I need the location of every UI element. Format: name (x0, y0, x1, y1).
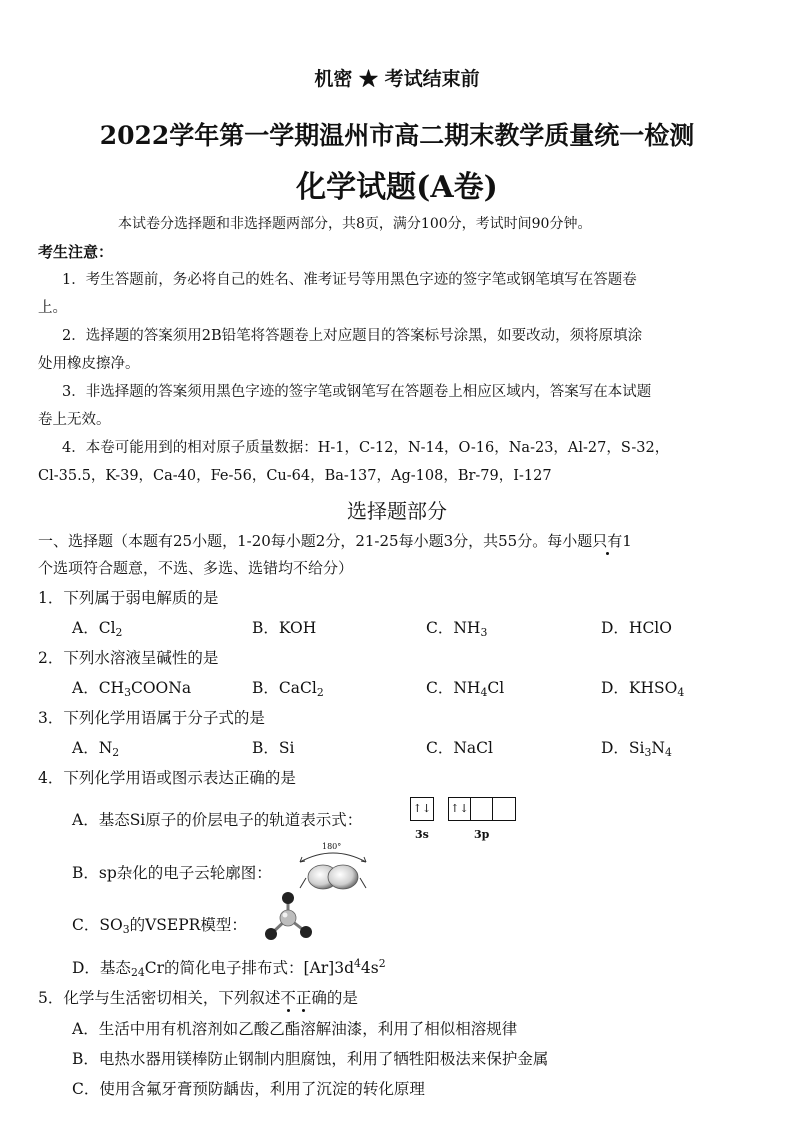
orbital-3p-cell-1: ↑↓ (449, 798, 471, 820)
formula: N (651, 739, 665, 757)
subscript: 4 (664, 746, 672, 759)
subscript: 4 (480, 686, 488, 699)
notice-line: 上。 (38, 300, 67, 316)
q1-option-d: D．HClO (601, 619, 672, 637)
superscript: 4 (354, 957, 361, 970)
orbital-3p-cell-3 (493, 798, 515, 820)
subscript: 3 (124, 686, 131, 699)
question-1-stem: 1．下列属于弱电解质的是 (38, 589, 219, 607)
formula: Cl (98, 619, 116, 637)
question-4-stem: 4．下列化学用语或图示表达正确的是 (38, 769, 296, 787)
emphasis-not: 不 (280, 986, 296, 1008)
q1-option-a (72, 616, 122, 639)
orbital-3s-cell: ↑↓ (412, 802, 432, 815)
q4-option-d (72, 956, 386, 979)
emphasis-correct: 正 (296, 986, 312, 1008)
notice-line: 1．考生答题前，务必将自己的姓名、准考证号等用黑色字迹的签字笔或钢笔填写在答题卷 (62, 272, 637, 288)
formula: Cl (487, 679, 505, 697)
opt-label: A． (72, 619, 99, 637)
exam-title: 2022学年第一学期温州市高二期末教学质量统一检测 (99, 121, 695, 150)
q4-option-c (72, 913, 247, 936)
subscript: 2 (316, 686, 324, 699)
formula: C．SO (72, 916, 123, 934)
q5-option-b: B．电热水器用镁棒防止钢制内胆腐蚀，利用了牺牲阳极法来保护金属 (72, 1050, 549, 1068)
stem-text: 确的是 (311, 989, 358, 1007)
orbital-3s-label: 3s (415, 828, 429, 841)
subscript: 2 (115, 626, 123, 639)
subscript: 2 (112, 746, 120, 759)
question-5-stem (38, 986, 358, 1008)
q2-option-a (72, 676, 191, 699)
emphasis-only: 只有 (592, 532, 623, 550)
exam-subtitle: 化学试题(A卷) (296, 170, 498, 205)
confidential-mark: 机密 ★ 考试结束前 (314, 68, 480, 90)
q3-option-c: C．NaCl (426, 739, 493, 757)
q3-option-a (72, 736, 119, 759)
formula: C．NH (426, 679, 481, 697)
notice-line: 处用橡皮擦净。 (38, 356, 140, 372)
formula: A．N (72, 739, 113, 757)
orbital-3p-cell-2 (471, 798, 493, 820)
part-instruction (38, 530, 632, 551)
exam-intro: 本试卷分选择题和非选择题两部分，共8页，满分100分，考试时间90分钟。 (118, 216, 592, 232)
q5-option-a: A．生活中用有机溶剂如乙酸乙酯溶解油漆，利用了相似相溶规律 (72, 1020, 518, 1038)
question-2-stem: 2．下列水溶液呈碱性的是 (38, 649, 219, 667)
subscript: 3 (480, 626, 488, 639)
orbital-3p-box (448, 797, 516, 821)
q4-option-b: B．sp杂化的电子云轮廓图： (72, 864, 272, 882)
q2-option-d (601, 676, 684, 699)
formula: C．NH (426, 619, 481, 637)
notice-line: 3．非选择题的答案须用黑色字迹的签字笔或钢笔写在答题卷上相应区域内，答案写在本试题 (62, 384, 652, 400)
notice-line: Cl-35.5，K-39，Ca-40，Fe-56，Cu-64，Ba-137，Ag-108，Br-79，I-127 (38, 468, 552, 484)
q1-option-b: B．KOH (252, 619, 317, 637)
q1-option-c (426, 616, 487, 639)
part-text-end: 1 (622, 532, 632, 550)
superscript: 2 (378, 957, 386, 970)
formula: COONa (130, 679, 192, 697)
option-text: 的VSEPR模型： (129, 916, 247, 934)
q5-option-c: C．使用含氟牙膏预防龋齿，利用了沉淀的转化原理 (72, 1080, 425, 1098)
stem-text: 5．化学与生活密切相关，下列叙述 (38, 989, 281, 1007)
q3-option-b: B．Si (252, 739, 295, 757)
formula: D．KHSO (601, 679, 678, 697)
q3-option-d (601, 736, 672, 759)
section-title: 选择题部分 (347, 499, 447, 523)
option-text: 4s (360, 959, 379, 977)
notice-line: 卷上无效。 (38, 412, 111, 428)
subscript: 3 (644, 746, 652, 759)
subscript: 4 (677, 686, 685, 699)
formula: A．CH (72, 679, 125, 697)
subscript: 24 (130, 966, 145, 979)
part-text: 一、选择题（本题有25小题，1-20每小题2分，21-25每小题3分，共55分。每小题 (38, 532, 593, 550)
formula: B．CaCl (252, 679, 317, 697)
part-instruction-2: 个选项符合题意，不选、多选、选错均不给分） (38, 559, 354, 577)
notice-line: 2．选择题的答案须用2B铅笔将答题卷上对应题目的答案标号涂黑，如要改动，须将原填涂 (62, 328, 643, 344)
sp-hybrid-orbital-icon (290, 846, 376, 892)
q2-option-c (426, 676, 504, 699)
question-3-stem: 3．下列化学用语属于分子式的是 (38, 709, 265, 727)
formula: D．Si (601, 739, 645, 757)
subscript: 3 (122, 923, 130, 936)
option-text: Cr的简化电子排布式：[Ar]3d (144, 959, 355, 977)
q4-option-a: A．基态Si原子的价层电子的轨道表示式： (72, 811, 363, 829)
notice-title: 考生注意： (38, 243, 114, 261)
vsepr-model-icon (262, 890, 314, 946)
q2-option-b (252, 676, 324, 699)
angle-label: 180° (322, 842, 342, 851)
option-text: D．基态 (72, 959, 131, 977)
notice-line: 4．本卷可能用到的相对原子质量数据：H-1，C-12，N-14，O-16，Na-23，Al-27，S-32， (62, 440, 670, 456)
orbital-3s-box (410, 797, 434, 821)
orbital-3p-label: 3p (474, 828, 490, 841)
